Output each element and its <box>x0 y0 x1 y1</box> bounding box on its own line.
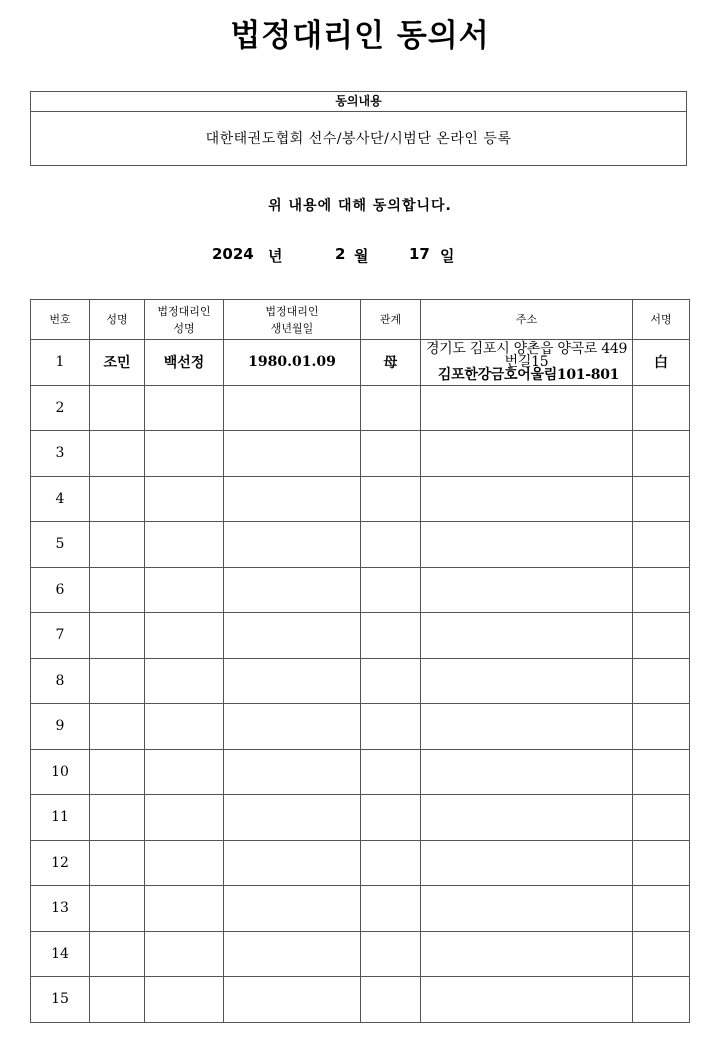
guardian-birthdate: 1980.01.09 <box>224 340 361 386</box>
guardian-table <box>30 299 690 1023</box>
signature <box>633 977 690 1023</box>
signature <box>633 431 690 477</box>
table-row <box>31 567 690 613</box>
signature <box>633 567 690 613</box>
signature <box>633 385 690 431</box>
date-day: 17 <box>409 245 430 263</box>
guardian-birthdate <box>224 795 361 841</box>
date-year: 2024 <box>212 245 254 263</box>
relation <box>361 931 421 977</box>
guardian-birthdate <box>224 704 361 750</box>
row-number: 10 <box>31 749 90 795</box>
member-name <box>90 886 145 932</box>
document-title: 법정대리인 동의서 <box>230 18 490 54</box>
row-number: 14 <box>31 931 90 977</box>
signature <box>633 613 690 659</box>
guardian-name: 백선정 <box>145 340 224 386</box>
address <box>421 613 633 659</box>
signature <box>633 840 690 886</box>
relation <box>361 522 421 568</box>
relation <box>361 476 421 522</box>
signature <box>633 931 690 977</box>
table-row <box>31 476 690 522</box>
member-name <box>90 385 145 431</box>
col-header-relation: 관계 <box>361 300 421 340</box>
member-name: 조민 <box>90 340 145 386</box>
row-number: 1 <box>31 340 90 386</box>
signature <box>633 658 690 704</box>
date-month-unit: 월 <box>354 247 369 265</box>
col-header-signature: 서명 <box>633 300 690 340</box>
row-number: 5 <box>31 522 90 568</box>
guardian-birthdate <box>224 522 361 568</box>
row-number: 13 <box>31 886 90 932</box>
table-header-row <box>31 300 690 340</box>
table-row <box>31 931 690 977</box>
guardian-name <box>145 840 224 886</box>
guardian-name <box>145 476 224 522</box>
guardian-birthdate <box>224 431 361 477</box>
guardian-name <box>145 931 224 977</box>
table-body <box>31 340 690 1023</box>
signature <box>633 704 690 750</box>
table-row <box>31 613 690 659</box>
consent-box <box>30 91 687 166</box>
table-row <box>31 522 690 568</box>
member-name <box>90 795 145 841</box>
table-row <box>31 385 690 431</box>
address <box>421 704 633 750</box>
member-name <box>90 749 145 795</box>
address <box>421 840 633 886</box>
row-number: 7 <box>31 613 90 659</box>
address <box>421 431 633 477</box>
col-header-number: 번호 <box>31 300 90 340</box>
relation <box>361 795 421 841</box>
date-day-unit: 일 <box>440 247 455 265</box>
guardian-name <box>145 977 224 1023</box>
row-number: 3 <box>31 431 90 477</box>
member-name <box>90 613 145 659</box>
guardian-birthdate <box>224 658 361 704</box>
member-name <box>90 476 145 522</box>
date-year-unit: 년 <box>268 247 283 265</box>
signature <box>633 476 690 522</box>
relation <box>361 385 421 431</box>
address-line-2: 김포한강금호어울림101-801 <box>437 366 620 383</box>
date-line <box>0 245 720 267</box>
signature: 白 <box>633 340 690 386</box>
relation <box>361 567 421 613</box>
relation <box>361 658 421 704</box>
member-name <box>90 931 145 977</box>
table-row <box>31 840 690 886</box>
guardian-name <box>145 749 224 795</box>
guardian-birthdate <box>224 840 361 886</box>
col-header-address: 주소 <box>421 300 633 340</box>
member-name <box>90 567 145 613</box>
guardian-name <box>145 385 224 431</box>
guardian-birthdate <box>224 385 361 431</box>
guardian-birthdate <box>224 886 361 932</box>
address <box>421 567 633 613</box>
guardian-name <box>145 704 224 750</box>
table-row <box>31 795 690 841</box>
member-name <box>90 522 145 568</box>
table-row <box>31 886 690 932</box>
member-name <box>90 704 145 750</box>
address <box>421 795 633 841</box>
table-row <box>31 977 690 1023</box>
relation: 母 <box>361 340 421 386</box>
relation <box>361 704 421 750</box>
signature <box>633 522 690 568</box>
member-name <box>90 977 145 1023</box>
address <box>421 476 633 522</box>
guardian-birthdate <box>224 567 361 613</box>
row-number: 9 <box>31 704 90 750</box>
member-name <box>90 840 145 886</box>
guardian-birthdate <box>224 977 361 1023</box>
guardian-name <box>145 613 224 659</box>
relation <box>361 749 421 795</box>
address <box>421 522 633 568</box>
address <box>421 977 633 1023</box>
col-header-guardian-name: 법정대리인 성명 <box>145 300 224 340</box>
guardian-name <box>145 567 224 613</box>
row-number: 4 <box>31 476 90 522</box>
table-row <box>31 658 690 704</box>
member-name <box>90 658 145 704</box>
guardian-name <box>145 431 224 477</box>
row-number: 15 <box>31 977 90 1023</box>
member-name <box>90 431 145 477</box>
address <box>421 385 633 431</box>
consent-header: 동의내용 <box>31 92 686 112</box>
row-number: 11 <box>31 795 90 841</box>
agreement-statement: 위 내용에 대해 동의합니다. <box>268 198 452 214</box>
row-number: 6 <box>31 567 90 613</box>
guardian-birthdate <box>224 931 361 977</box>
address <box>421 749 633 795</box>
row-number: 2 <box>31 385 90 431</box>
guardian-birthdate <box>224 476 361 522</box>
address <box>421 658 633 704</box>
signature <box>633 749 690 795</box>
relation <box>361 431 421 477</box>
relation <box>361 977 421 1023</box>
col-header-guardian-birth: 법정대리인 생년월일 <box>224 300 361 340</box>
guardian-birthdate <box>224 613 361 659</box>
table-row <box>31 749 690 795</box>
row-number: 12 <box>31 840 90 886</box>
col-header-name: 성명 <box>90 300 145 340</box>
guardian-name <box>145 658 224 704</box>
guardian-name <box>145 795 224 841</box>
address <box>421 931 633 977</box>
table-row <box>31 340 690 386</box>
guardian-name <box>145 886 224 932</box>
relation <box>361 840 421 886</box>
relation <box>361 886 421 932</box>
date-month: 2 <box>335 245 346 263</box>
relation <box>361 613 421 659</box>
guardian-birthdate <box>224 749 361 795</box>
address <box>421 340 633 386</box>
signature <box>633 886 690 932</box>
consent-content: 대한태권도협회 선수/봉사단/시범단 온라인 등록 <box>205 131 512 147</box>
guardian-name <box>145 522 224 568</box>
table-row <box>31 431 690 477</box>
signature <box>633 795 690 841</box>
address <box>421 886 633 932</box>
address-line-1: 경기도 김포시 양촌읍 양곡로 449번길15 <box>425 340 628 370</box>
row-number: 8 <box>31 658 90 704</box>
table-row <box>31 704 690 750</box>
